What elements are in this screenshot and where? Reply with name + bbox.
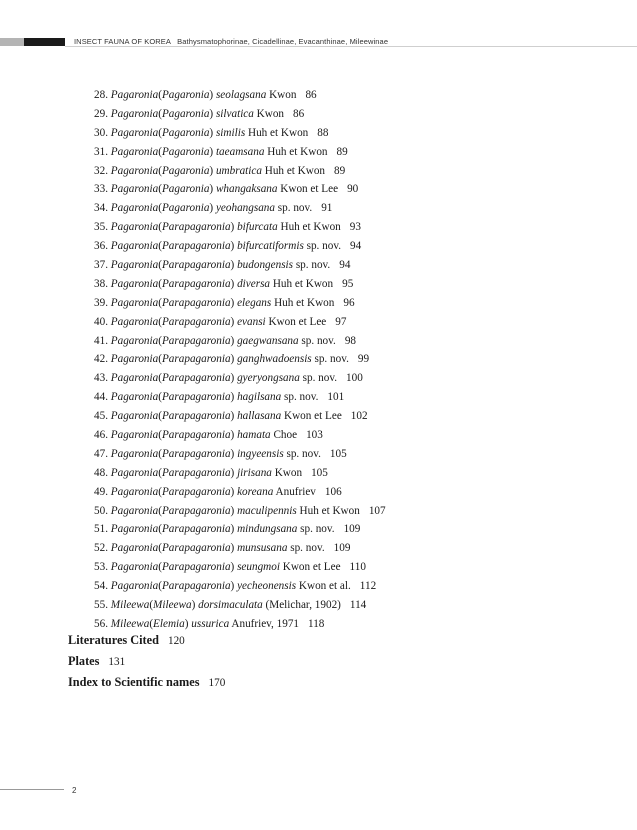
entry-author: Choe [273,429,298,442]
entry-genus: Pagaronia [110,542,159,555]
entry-genus: Pagaronia [110,202,159,215]
entry-number: 43. [94,372,108,385]
entry-number: 36. [94,240,108,253]
entry-genus: Pagaronia [110,277,159,290]
section-page: 170 [208,677,226,689]
entry-number: 42. [94,353,108,366]
toc-entry: 43. Pagaronia(Parapagaronia) gyeryongsana sp. nov. 100 [94,372,363,385]
entry-genus: Pagaronia [110,126,159,139]
toc-entry: 29. Pagaronia(Pagaronia) silvatica Kwon 86 [94,107,305,120]
entry-number: 48. [94,466,108,479]
entry-author: Huh et Kwon [272,277,334,290]
entry-subgenus: Pagaronia [161,202,210,215]
toc-entry: 48. Pagaronia(Parapagaronia) jirisana Kwon 105 [94,466,328,479]
entry-species: diversa [237,277,271,290]
entry-number: 41. [94,334,108,347]
page-number: 2 [72,786,77,795]
entry-number: 40. [94,315,108,328]
entry-page: 93 [349,221,361,234]
entry-number: 53. [94,561,108,574]
toc-entry: 56. Mileewa(Elemia) ussurica Anufriev, 1971 118 [94,617,325,630]
header-bar-gray [0,38,24,46]
entry-number: 35. [94,221,108,234]
entry-subgenus: Mileewa [153,599,192,612]
entry-page: 95 [342,277,354,290]
toc-entry: 38. Pagaronia(Parapagaronia) diversa Huh et Kwon 95 [94,277,354,290]
entry-species: bifurcata [237,221,278,234]
entry-genus: Pagaronia [110,334,159,347]
entry-subgenus: Parapagaronia [161,221,231,234]
entry-author: sp. nov. [286,447,321,460]
entry-author: Huh et Kwon [280,221,341,234]
entry-page: 89 [334,164,346,177]
entry-species: yecheonensis [237,580,297,593]
entry-author: Kwon et Lee [268,315,327,328]
entry-genus: Pagaronia [110,353,159,366]
toc-section [68,651,225,672]
entry-page: 107 [368,504,386,517]
entry-author: sp. nov. [284,391,319,404]
entry-genus: Pagaronia [110,485,159,498]
entry-page: 112 [359,580,377,593]
entry-page: 103 [306,429,323,442]
toc-entry: 40. Pagaronia(Parapagaronia) evansi Kwon et Lee 97 [94,315,347,328]
toc-entry: 34. Pagaronia(Pagaronia) yeohangsana sp. nov. 91 [94,202,333,215]
entry-species: ussurica [191,617,230,630]
entry-page: 97 [335,315,347,328]
entry-genus: Mileewa [110,599,150,612]
toc-entry: 46. Pagaronia(Parapagaronia) hamata Choe 103 [94,429,323,442]
entry-genus: Pagaronia [110,504,159,517]
entry-number: 55. [94,599,108,612]
toc-entry: 53. Pagaronia(Parapagaronia) seungmoi Kwon et Lee 110 [94,561,366,574]
entry-species: bifurcatiformis [237,240,304,253]
entry-genus: Pagaronia [110,259,159,272]
entry-species: similis [215,126,246,139]
entry-species: ingyeensis [237,447,284,460]
toc-entry: 51. Pagaronia(Parapagaronia) mindungsana sp. nov. 109 [94,523,361,536]
entry-subgenus: Parapagaronia [161,542,231,555]
entry-subgenus: Parapagaronia [161,523,231,536]
entry-species: munsusana [237,542,288,555]
entry-number: 30. [94,126,108,139]
entry-subgenus: Pagaronia [161,126,210,139]
entry-species: taeamsana [215,145,265,158]
entry-number: 45. [94,410,108,423]
entry-page: 86 [293,107,305,120]
entry-genus: Pagaronia [110,145,159,158]
entry-genus: Pagaronia [110,164,159,177]
entry-page: 98 [344,334,356,347]
toc-entry: 49. Pagaronia(Parapagaronia) koreana Anufriev 106 [94,485,342,498]
entry-genus: Pagaronia [110,447,159,460]
entry-species: evansi [237,315,266,328]
entry-author: sp. nov. [290,542,325,555]
entry-author: Kwon [269,89,297,101]
entry-subgenus: Parapagaronia [161,296,231,309]
entry-number: 34. [94,202,108,215]
toc-section-list [68,630,225,693]
entry-subgenus: Parapagaronia [161,372,231,385]
entry-subgenus: Parapagaronia [161,580,231,593]
entry-genus: Pagaronia [110,466,159,479]
section-page: 120 [167,635,185,647]
entry-species: hagilsana [237,391,282,404]
footer-rule [0,789,64,790]
toc-entry: 32. Pagaronia(Pagaronia) umbratica Huh et Kwon 89 [94,164,346,177]
entry-subgenus: Parapagaronia [161,504,231,517]
entry-page: 109 [333,542,351,555]
entry-page: 110 [349,561,366,574]
entry-species: seungmoi [237,561,280,574]
toc-entry: 39. Pagaronia(Parapagaronia) elegans Huh et Kwon 96 [94,296,355,309]
entry-number: 50. [94,504,108,517]
entry-author: Huh et Kwon [267,145,328,158]
entry-species: hallasana [237,410,282,423]
entry-subgenus: Pagaronia [161,107,210,120]
entry-species: silvatica [215,107,254,120]
entry-species: jirisana [237,466,272,479]
toc-entry-list [94,86,386,634]
entry-species: umbratica [215,164,262,177]
entry-genus: Pagaronia [110,89,159,101]
section-title: Index to Scientific names [68,675,200,689]
toc-section [68,630,225,651]
entry-subgenus: Parapagaronia [161,447,231,460]
toc-entry: 33. Pagaronia(Pagaronia) whangaksana Kwon et Lee 90 [94,183,359,196]
toc-entry: 31. Pagaronia(Pagaronia) taeamsana Huh et Kwon 89 [94,145,348,158]
entry-page: 99 [357,353,370,366]
section-title: Plates [68,654,100,668]
entry-subgenus: Parapagaronia [161,240,231,253]
entry-subgenus: Parapagaronia [161,259,231,272]
entry-page: 100 [346,372,363,385]
toc-entry: 36. Pagaronia(Parapagaronia) bifurcatiformis sp. nov. 94 [94,240,362,253]
section-title: Literatures Cited [68,633,159,647]
entry-author: Huh et Kwon [299,504,360,517]
entry-genus: Pagaronia [110,561,159,574]
entry-author: Kwon [274,466,303,479]
entry-subgenus: Pagaronia [161,164,210,177]
entry-page: 106 [324,485,342,498]
entry-subgenus: Pagaronia [161,183,210,196]
entry-genus: Pagaronia [110,372,159,385]
entry-author: Kwon et Lee [284,410,342,423]
toc-entry: 35. Pagaronia(Parapagaronia) bifurcata Huh et Kwon 93 [94,221,361,234]
entry-author: Kwon [256,107,285,120]
toc-entry: 50. Pagaronia(Parapagaronia) maculipennis Huh et Kwon 107 [94,504,386,517]
entry-author: (Melichar, 1902) [265,599,341,612]
entry-author: sp. nov. [301,334,336,347]
entry-number: 46. [94,429,108,442]
toc-entry: 37. Pagaronia(Parapagaronia) budongensis sp. nov. 94 [94,259,351,272]
toc-entry: 44. Pagaronia(Parapagaronia) hagilsana sp. nov. 101 [94,391,345,404]
toc-entry: 55. Mileewa(Mileewa) dorsimaculata (Melichar, 1902) 114 [94,599,367,612]
entry-species: ganghwadoensis [237,353,312,366]
toc-section [68,672,225,693]
entry-author: sp. nov. [295,259,331,272]
entry-subgenus: Pagaronia [161,89,210,101]
entry-page: 114 [349,599,367,612]
entry-author: sp. nov. [277,202,313,215]
entry-subgenus: Parapagaronia [161,410,231,423]
entry-genus: Pagaronia [110,107,159,120]
entry-page: 101 [327,391,345,404]
entry-genus: Pagaronia [110,221,159,234]
entry-author: Huh et Kwon [274,296,335,309]
toc-entry: 42. Pagaronia(Parapagaronia) ganghwadoensis sp. nov. 99 [94,353,370,366]
entry-page: 102 [350,410,368,423]
entry-author: Kwon et Lee [280,183,339,196]
entry-author: Anufriev, 1971 [231,617,300,630]
entry-page: 91 [321,202,333,215]
toc-entry: 28. Pagaronia(Pagaronia) seolagsana Kwon 86 [94,89,317,101]
entry-author: sp. nov. [302,372,338,385]
entry-genus: Pagaronia [110,391,159,404]
header-bar-black [24,38,65,46]
entry-number: 29. [94,107,108,120]
entry-subgenus: Parapagaronia [161,277,231,290]
header-subtitle: Bathysmatophorinae, Cicadellinae, Evacanthinae, Mileewinae [177,37,389,46]
entry-species: budongensis [237,259,294,272]
entry-page: 109 [343,523,361,536]
entry-subgenus: Parapagaronia [161,353,231,366]
entry-subgenus: Parapagaronia [161,466,231,479]
entry-author: Huh et Kwon [264,164,326,177]
entry-species: seolagsana [215,89,267,101]
entry-number: 52. [94,542,108,555]
entry-genus: Pagaronia [110,429,159,442]
entry-species: whangaksana [215,183,278,196]
entry-number: 54. [94,580,108,593]
entry-subgenus: Parapagaronia [161,334,231,347]
entry-number: 49. [94,485,108,498]
entry-subgenus: Parapagaronia [161,429,231,442]
entry-species: koreana [237,485,274,498]
entry-subgenus: Elemia [153,617,185,630]
entry-genus: Mileewa [110,617,150,630]
entry-species: elegans [237,296,272,309]
entry-page: 86 [305,89,317,101]
entry-page: 94 [350,240,362,253]
entry-subgenus: Parapagaronia [161,315,231,328]
journal-title: INSECT FAUNA OF KOREA [74,37,171,46]
entry-page: 89 [336,145,348,158]
toc-entry: 30. Pagaronia(Pagaronia) similis Huh et Kwon 88 [94,126,329,139]
entry-species: maculipennis [237,504,297,517]
entry-author: Kwon et Lee [282,561,341,574]
entry-subgenus: Parapagaronia [161,561,231,574]
entry-page: 96 [343,296,355,309]
entry-genus: Pagaronia [110,580,159,593]
entry-species: mindungsana [237,523,298,536]
entry-number: 39. [94,296,108,309]
entry-species: gaegwansana [237,334,299,347]
entry-number: 32. [94,164,108,177]
entry-page: 94 [339,259,351,272]
entry-subgenus: Parapagaronia [161,485,231,498]
header-text [74,37,388,47]
entry-page: 90 [347,183,359,196]
toc-entry: 41. Pagaronia(Parapagaronia) gaegwansana sp. nov. 98 [94,334,356,347]
entry-number: 33. [94,183,108,196]
entry-genus: Pagaronia [110,240,159,253]
entry-number: 37. [94,259,108,272]
entry-page: 105 [311,466,328,479]
entry-number: 47. [94,447,108,460]
entry-genus: Pagaronia [110,410,159,423]
section-page: 131 [108,656,126,668]
entry-number: 56. [94,617,108,630]
entry-author: sp. nov. [300,523,335,536]
entry-author: sp. nov. [306,240,341,253]
entry-number: 31. [94,145,108,158]
entry-number: 44. [94,391,108,404]
entry-species: gyeryongsana [237,372,300,385]
entry-author: Anufriev [275,485,316,498]
entry-species: dorsimaculata [198,599,263,612]
entry-number: 28. [94,89,108,101]
entry-species: yeohangsana [215,202,275,215]
entry-genus: Pagaronia [110,296,159,309]
entry-genus: Pagaronia [110,315,159,328]
entry-genus: Pagaronia [110,523,159,536]
entry-author: Kwon et al. [298,580,351,593]
toc-entry: 45. Pagaronia(Parapagaronia) hallasana Kwon et Lee 102 [94,410,368,423]
entry-number: 38. [94,277,108,290]
toc-entry: 47. Pagaronia(Parapagaronia) ingyeensis sp. nov. 105 [94,447,347,460]
entry-genus: Pagaronia [110,183,159,196]
toc-entry: 52. Pagaronia(Parapagaronia) munsusana sp. nov. 109 [94,542,351,555]
entry-species: hamata [237,429,271,442]
entry-author: Huh et Kwon [247,126,309,139]
entry-subgenus: Pagaronia [161,145,210,158]
entry-number: 51. [94,523,108,536]
entry-page: 118 [308,617,325,630]
entry-page: 88 [317,126,329,139]
entry-author: sp. nov. [314,353,349,366]
entry-page: 105 [329,447,347,460]
toc-entry: 54. Pagaronia(Parapagaronia) yecheonensis Kwon et al. 112 [94,580,377,593]
entry-subgenus: Parapagaronia [161,391,231,404]
running-header [0,37,637,47]
